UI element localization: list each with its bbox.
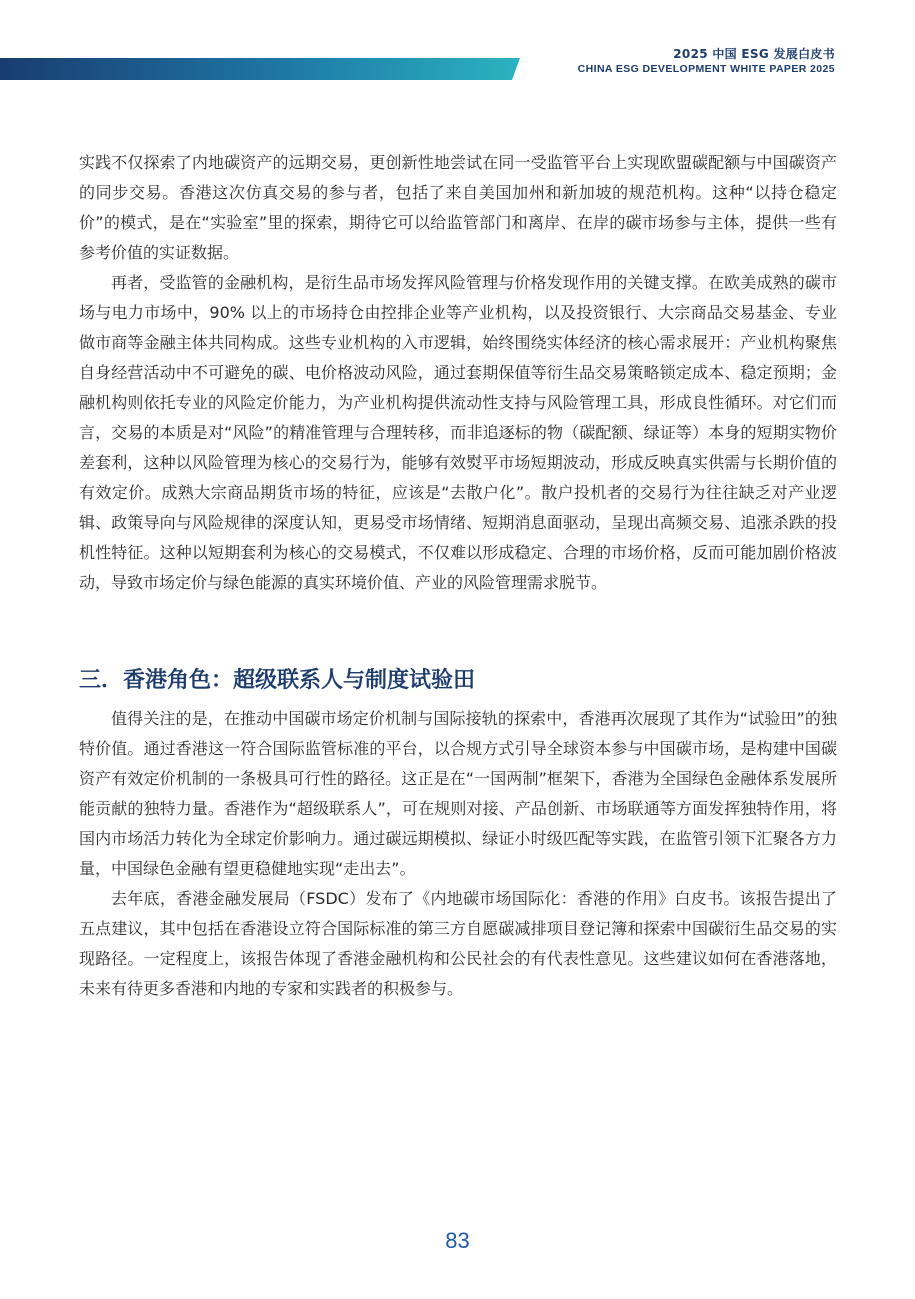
page-number: 83 <box>445 1228 470 1253</box>
header-gradient-band <box>0 58 520 80</box>
body-paragraph-1: 实践不仅探索了内地碳资产的远期交易，更创新性地尝试在同一受监管平台上实现欧盟碳配额与中国碳资产的同步交易。香港这次仿真交易的参与者，包括了来自美国加州和新加坡的规范机构。这种“以持仓稳定价”的模式，是在“实验室”里的探索，期待它可以给监管部门和离岸、在岸的碳市场参与主体，提供一些有参考价值的实证数据。 <box>79 153 837 262</box>
body-paragraph-4: 去年底，香港金融发展局（FSDC）发布了《内地碳市场国际化：香港的作用》白皮书。该报告提出了五点建议，其中包括在香港设立符合国际标准的第三方自愿碳减排项目登记簿和探索中国碳衍生品交易的实现路径。一定程度上，该报告体现了香港金融机构和公民社会的有代表性意见。这些建议如何在香港落地，未来有待更多香港和内地的专家和实践者的积极参与。 <box>79 889 837 998</box>
page-body <box>79 148 837 1004</box>
body-paragraph-3: 值得关注的是，在推动中国碳市场定价机制与国际接轨的探索中，香港再次展现了其作为“试验田”的独特价值。通过香港这一符合国际监管标准的平台，以合规方式引导全球资本参与中国碳市场，是构建中国碳资产有效定价机制的一条极具可行性的路径。这正是在“一国两制”框架下，香港为全国绿色金融体系发展所能贡献的独特力量。香港作为“超级联系人”，可在规则对接、产品创新、市场联通等方面发挥独特作用，将国内市场活力转化为全球定价影响力。通过碳远期模拟、绿证小时级匹配等实践，在监管引领下汇聚各方力量，中国绿色金融有望更稳健地实现“走出去”。 <box>79 709 837 878</box>
body-paragraph-2: 再者，受监管的金融机构，是衍生品市场发挥风险管理与价格发现作用的关键支撑。在欧美成熟的碳市场与电力市场中，90% 以上的市场持仓由控排企业等产业机构，以及投资银行、大宗商品交易基金、专业做市商等金融主体共同构成。这些专业机构的入市逻辑，始终围绕实体经济的核心需求展开：产业机构聚焦自身经营活动中不可避免的碳、电价格波动风险，通过套期保值等衍生品交易策略锁定成本、稳定预期；金融机构则依托专业的风险定价能力，为产业机构提供流动性支持与风险管理工具，形成良性循环。对它们而言，交易的本质是对“风险”的精准管理与合理转移，而非追逐标的物（碳配额、绿证等）本身的短期实物价差套利，这种以风险管理为核心的交易行为，能够有效熨平市场短期波动，形成反映真实供需与长期价值的有效定价。成熟大宗商品期货市场的特征，应该是“去散户化”。散户投机者的交易行为往往缺乏对产业逻辑、政策导向与风险规律的深度认知，更易受市场情绪、短期消息面驱动，呈现出高频交易、追涨杀跌的投机性特征。这种以短期套利为核心的交易模式，不仅难以形成稳定、合理的市场价格，反而可能加剧价格波动，导致市场定价与绿色能源的真实环境价值、产业的风险管理需求脱节。 <box>79 273 837 592</box>
running-header-subtitle: CHINA ESG DEVELOPMENT WHITE PAPER 2025 <box>577 63 835 75</box>
section-heading: 三．香港角色：超级联系人与制度试验田 <box>79 668 476 693</box>
running-header <box>578 46 835 76</box>
running-header-title: 2025 中国 ESG 发展白皮书 <box>673 47 835 61</box>
